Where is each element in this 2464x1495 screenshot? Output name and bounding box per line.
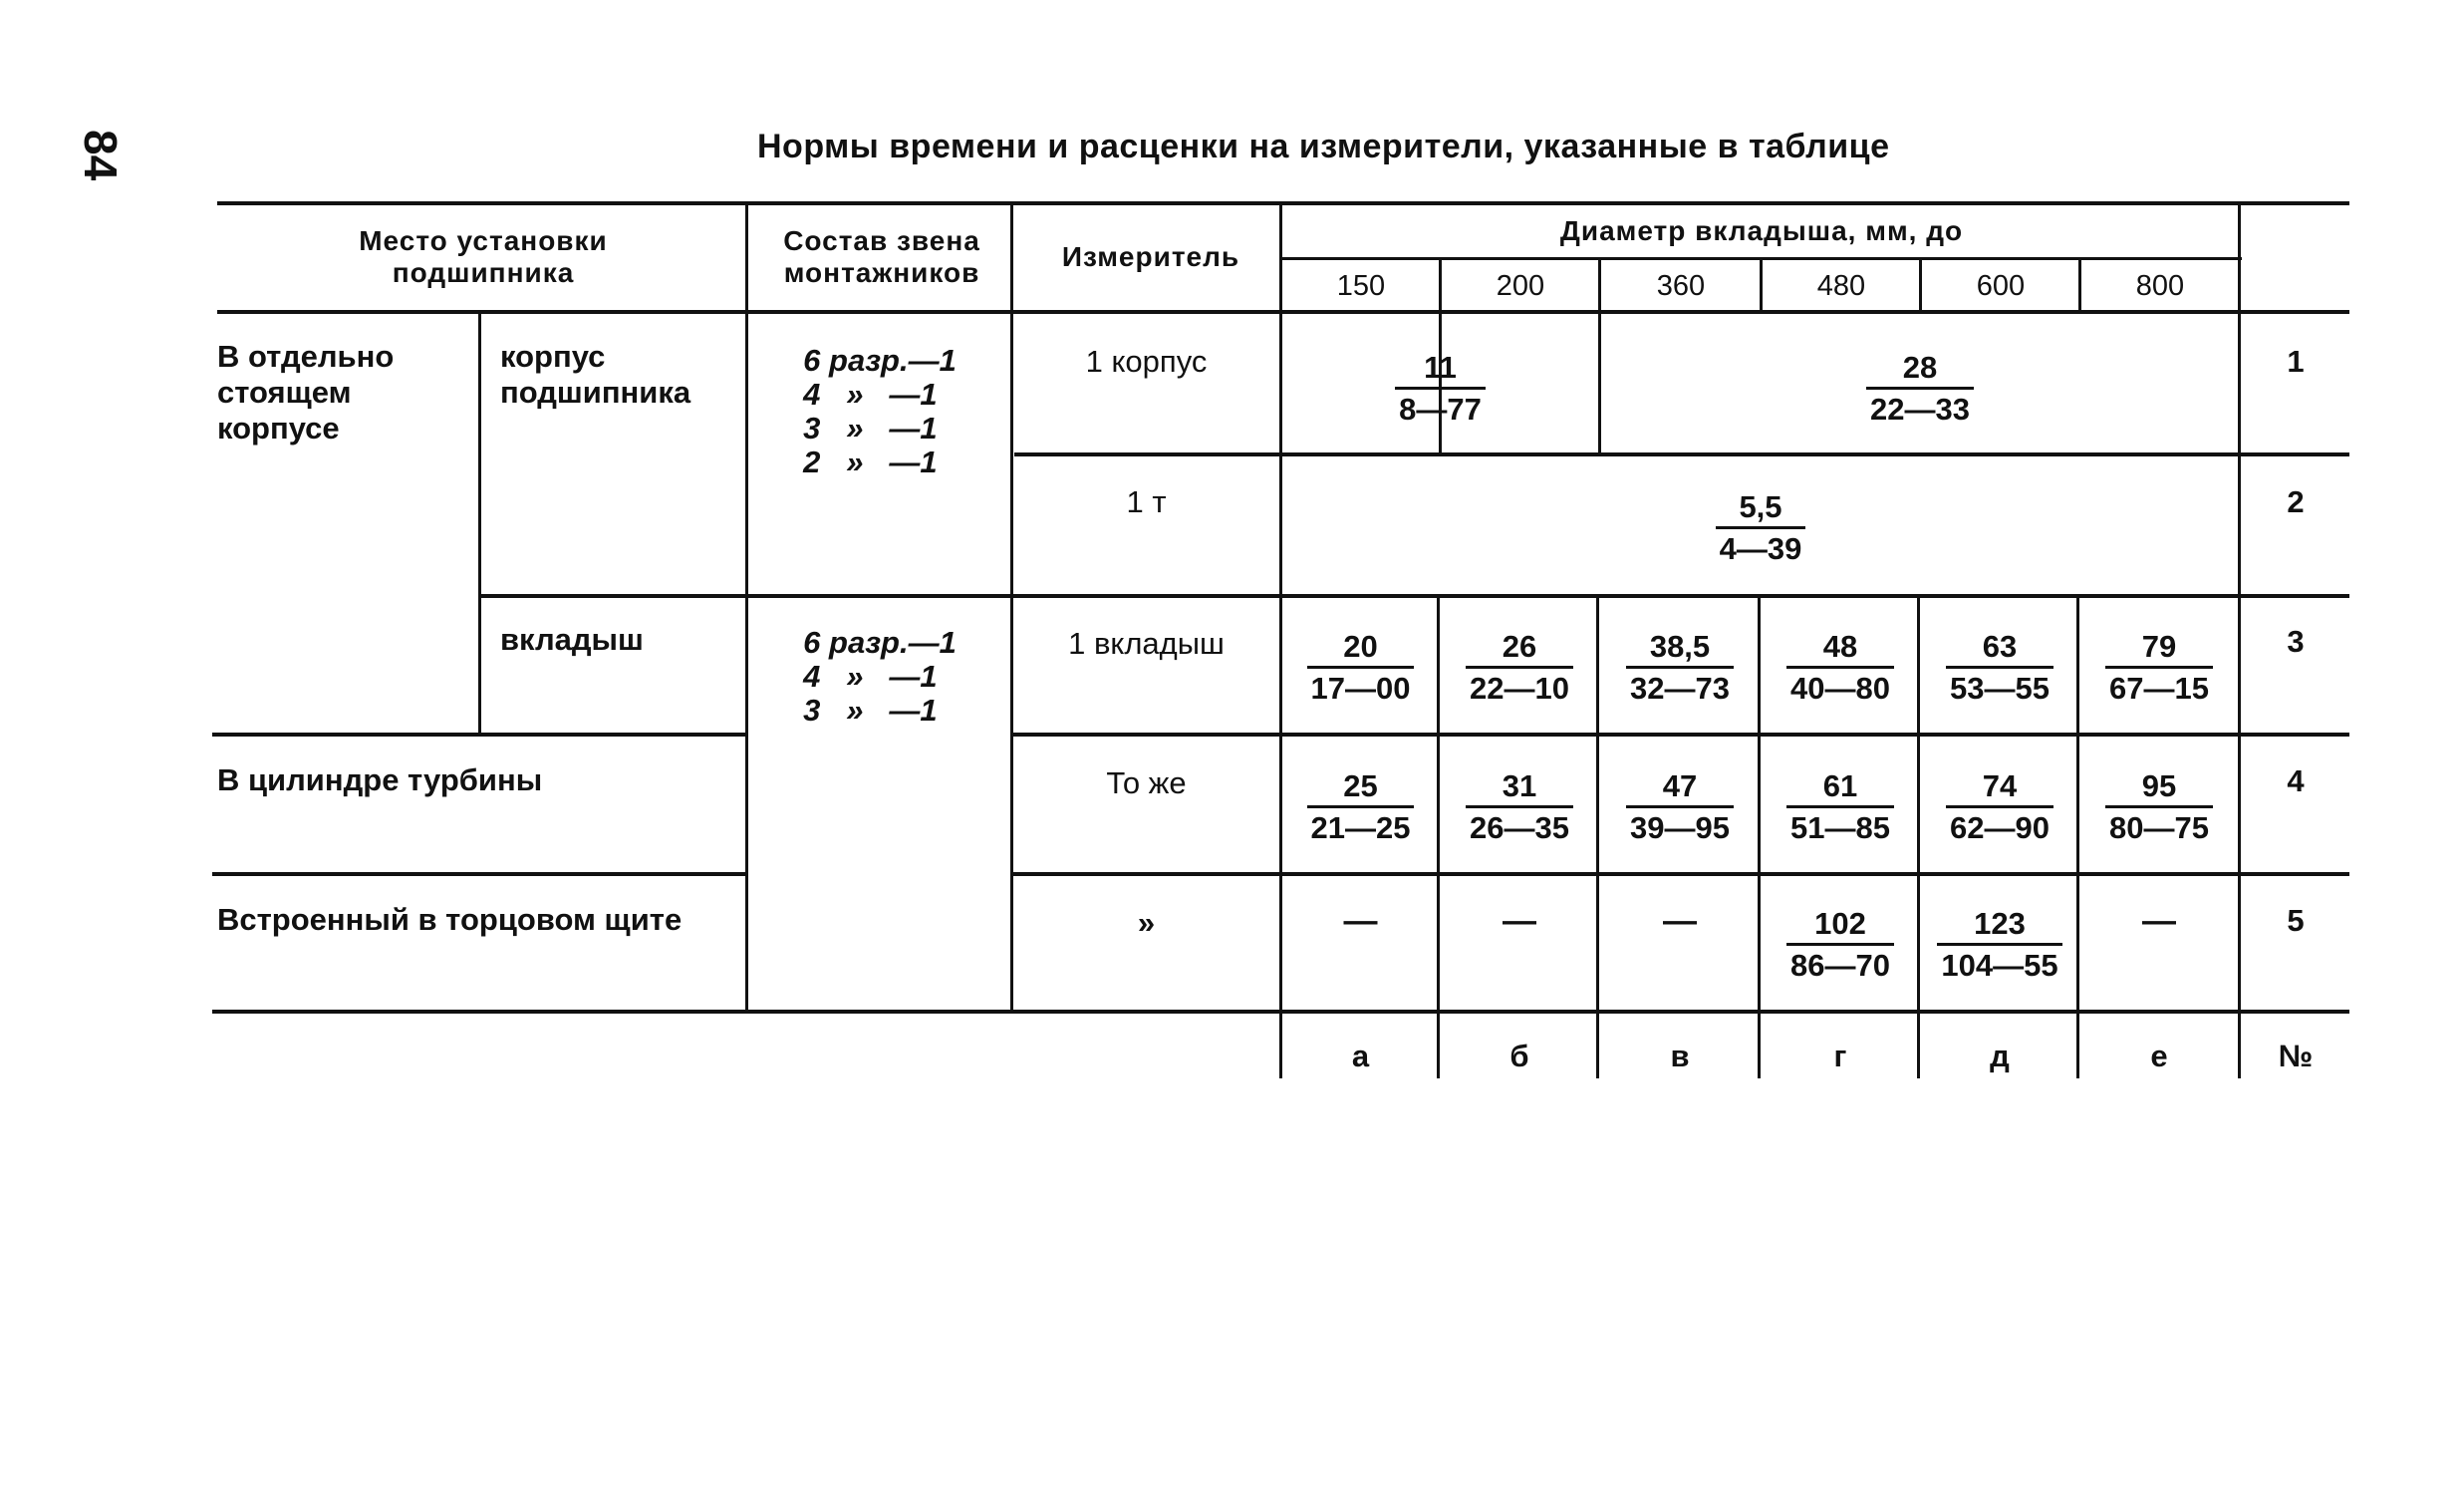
value-r5-a: — (1343, 902, 1378, 940)
value-r4-b (1441, 757, 1598, 857)
norm-time: 123 (1974, 905, 2026, 941)
value-r4-e (1921, 757, 2078, 857)
diameter-360: 360 (1656, 269, 1706, 302)
rate: 51—85 (1790, 809, 1890, 845)
diameter-600: 600 (1976, 269, 2026, 302)
rate: 4—39 (1719, 530, 1802, 566)
value-r3-e (1921, 618, 2078, 718)
norm-time: 11 (1424, 349, 1457, 385)
column-letter-e: е (2150, 1039, 2168, 1073)
crew-line: 2 » —1 (803, 445, 938, 479)
rate: 86—70 (1790, 947, 1890, 983)
norm-time: 61 (1822, 767, 1858, 803)
norm-time: 74 (1982, 767, 2018, 803)
norm-time: 48 (1822, 628, 1858, 664)
rate: 26—35 (1470, 809, 1569, 845)
row-number-2: 2 (2287, 484, 2305, 519)
rate: 104—55 (1941, 947, 2058, 983)
rule-row2 (480, 594, 2349, 598)
unit-row-4: То же (1106, 765, 1187, 800)
value-r3-a (1282, 618, 1439, 718)
value-r5-f: — (2142, 902, 2176, 940)
norm-time: 38,5 (1649, 628, 1711, 664)
crew-line: 6 разр.—1 (803, 343, 957, 378)
unit-row-2: 1 т (1126, 484, 1167, 519)
crew-line: 6 разр.—1 (803, 625, 957, 660)
vrule-sub (478, 312, 481, 735)
rate: 17—00 (1310, 670, 1411, 706)
diameter-800: 800 (2135, 269, 2185, 302)
value-r3-c (1600, 618, 1760, 718)
row-number-1: 1 (2287, 344, 2305, 379)
value-r4-c (1600, 757, 1760, 857)
diameter-480: 480 (1816, 269, 1866, 302)
vrule-place (745, 201, 748, 1012)
rate: 22—33 (1870, 391, 1970, 427)
norm-time: 79 (2141, 628, 2177, 664)
norm-time: 20 (1343, 628, 1378, 664)
rule-row1 (1014, 452, 2349, 456)
vrule-num (2238, 201, 2241, 1078)
header-unit: Измеритель (1061, 241, 1240, 272)
norm-time: 95 (2141, 767, 2177, 803)
crew-line: 3 » —1 (803, 411, 938, 446)
place-cylinder: В цилиндре турбины (217, 762, 543, 797)
value-r3-b (1441, 618, 1598, 718)
rate: 39—95 (1630, 809, 1730, 845)
value-r5-b: — (1503, 902, 1536, 940)
page-title: Нормы времени и расценки на измерители, указанные в таблице (757, 128, 1890, 165)
norm-time: 31 (1502, 767, 1537, 803)
norm-time: 25 (1343, 767, 1378, 803)
value-r5-d (1762, 895, 1919, 995)
column-letter-a: а (1351, 1039, 1370, 1073)
place-separate-housing: В отдельно стоящем корпусе (217, 339, 395, 446)
rate: 8—77 (1399, 391, 1482, 427)
unit-row-5: » (1137, 905, 1156, 940)
header-place: Место установки подшипника (359, 225, 608, 288)
norm-time: 5,5 (1739, 488, 1782, 524)
header-diameter: Диаметр вкладыша, мм, до (1559, 215, 1964, 246)
rule-row3b (1012, 733, 2349, 737)
rate: 32—73 (1630, 670, 1730, 706)
sub-housing: корпус подшипника (500, 339, 691, 410)
value-r1-a-b (1282, 339, 1598, 439)
row-number-4: 4 (2287, 763, 2305, 798)
diameter-200: 200 (1496, 269, 1545, 302)
value-r5-e (1921, 895, 2078, 995)
value-r5-c: — (1663, 902, 1697, 940)
column-letter-g: г (1833, 1039, 1847, 1073)
crew-line: 3 » —1 (803, 693, 938, 728)
rule-row4b (1012, 872, 2349, 876)
norm-time: 63 (1982, 628, 2018, 664)
rate: 67—15 (2109, 670, 2209, 706)
sub-liner: вкладыш (500, 622, 644, 657)
vrule-crew (1010, 201, 1013, 1012)
rate: 80—75 (2109, 809, 2209, 845)
value-r3-d (1762, 618, 1919, 718)
crew-composition-1 (749, 344, 1010, 493)
norm-time: 26 (1502, 628, 1537, 664)
column-number-sign: № (2278, 1039, 2314, 1073)
value-r4-a (1282, 757, 1439, 857)
norm-time: 47 (1662, 767, 1698, 803)
value-r2 (1282, 478, 2239, 578)
column-letter-b: б (1509, 1039, 1529, 1073)
value-r4-f (2080, 757, 2238, 857)
value-r3-f (2080, 618, 2238, 718)
place-endshield: Встроенный в торцовом щите (217, 902, 683, 937)
column-letter-v: в (1670, 1039, 1690, 1073)
value-r4-d (1762, 757, 1919, 857)
crew-composition-2 (749, 626, 1010, 736)
unit-row-3: 1 вкладыш (1068, 626, 1225, 661)
norm-time: 102 (1814, 905, 1866, 941)
rate: 53—55 (1950, 670, 2050, 706)
unit-row-1: 1 корпус (1085, 344, 1208, 379)
norm-time: 28 (1902, 349, 1938, 385)
header-crew: Состав звена монтажников (783, 225, 980, 288)
page-number: 84 (75, 130, 127, 181)
row-number-3: 3 (2287, 624, 2305, 659)
column-letter-d: д (1990, 1039, 2010, 1073)
value-r1-c-f (1601, 339, 2239, 439)
rule-row4a (212, 872, 748, 876)
diameter-150: 150 (1336, 269, 1386, 302)
crew-line: 4 » —1 (803, 377, 938, 412)
rate: 21—25 (1310, 809, 1411, 845)
rate: 22—10 (1470, 670, 1569, 706)
rate: 40—80 (1790, 670, 1890, 706)
crew-line: 4 » —1 (803, 659, 938, 694)
row-number-5: 5 (2287, 903, 2305, 938)
rate: 62—90 (1950, 809, 2050, 845)
